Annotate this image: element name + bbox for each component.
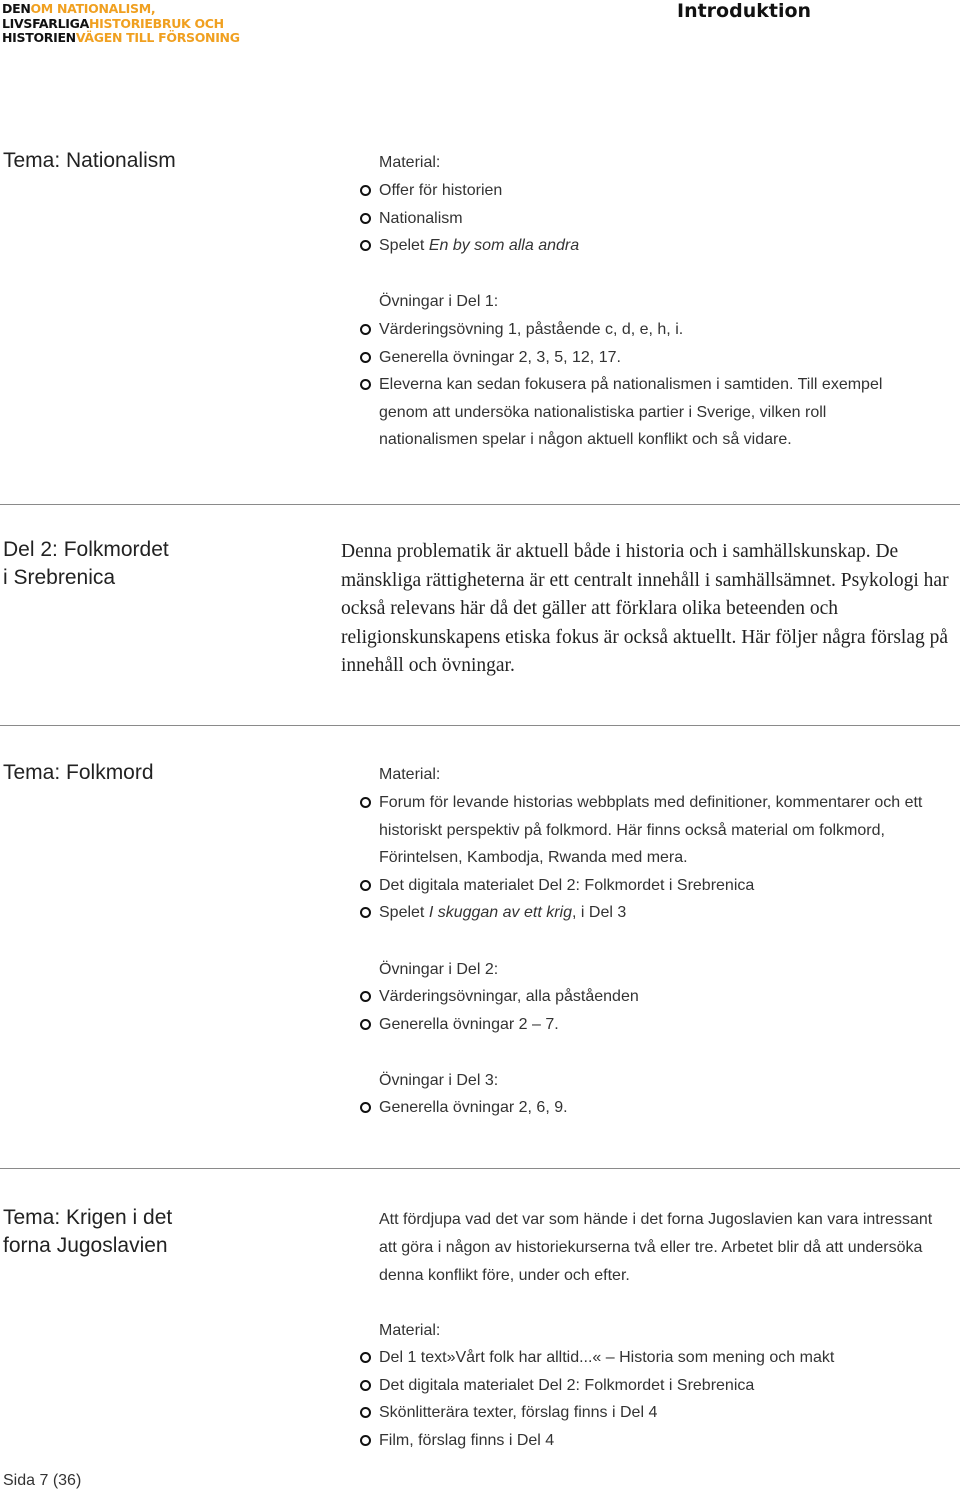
del2-heading: Del 2: Folkmordet i Srebrenica (3, 538, 169, 589)
list-item: Skönlitterära texter, förslag finns i Del 4 (360, 1399, 940, 1427)
publication-logo (2, 2, 240, 46)
krigen-intro: Att fördjupa vad det var som hände i det forna Jugoslavien kan vara intressant att göra i någon av historiekurserna två eller tre. Arbetet blir då att undersöka denna konflikt före, under och efter. (379, 1211, 933, 1284)
page-number: Sida 7 (36) (3, 1472, 82, 1489)
bullet-icon (360, 240, 371, 251)
bullet-icon (360, 880, 371, 891)
folkmord-heading: Tema: Folkmord (3, 761, 154, 784)
bullet-icon (360, 185, 371, 196)
krigen-heading: Tema: Krigen i det forna Jugoslavien (3, 1206, 173, 1257)
bullet-icon (360, 1019, 371, 1030)
folkmord-material-list (360, 789, 940, 927)
list-item: Det digitala materialet Del 2: Folkmordet i Srebrenica (360, 872, 940, 900)
bullet-icon (360, 1102, 371, 1113)
folkmord-ovningar3-list (360, 1094, 940, 1122)
krigen-material-label: Material: (379, 1322, 441, 1339)
section-divider (0, 725, 960, 726)
bullet-icon (360, 1407, 371, 1418)
nationalism-heading: Tema: Nationalism (3, 149, 176, 172)
page-title: Introduktion (677, 0, 812, 22)
logo-line-1: DENOM NATIONALISM, (2, 1, 156, 16)
bullet-icon (360, 991, 371, 1002)
folkmord-ovningar2-label: Övningar i Del 2: (379, 961, 499, 978)
nationalism-material-label: Material: (379, 154, 441, 171)
bullet-icon (360, 324, 371, 335)
del2-body: Denna problematik är aktuell både i historia och i samhällskunskap. De mänskliga rättigheterna är ett centralt innehåll i samhällsämnet. Psykologi har också relevans här då det gäller att förklara olika beteenden och religionskunskapens etiska fokus är också aktuellt. Här följer några förslag på innehåll och övningar. (341, 541, 949, 676)
logo-line-2: LIVSFARLIGAHISTORIEBRUK OCH (2, 15, 224, 31)
list-item: Spelet I skuggan av ett krig, i Del 3 (360, 899, 940, 927)
nationalism-ovningar-list (360, 316, 940, 454)
list-item: Generella övningar 2 – 7. (360, 1011, 940, 1039)
bullet-icon (360, 1380, 371, 1391)
bullet-icon (360, 213, 371, 224)
list-item: Spelet En by som alla andra (360, 232, 940, 260)
logo-line-3: HISTORIENVÄGEN TILL FÖRSONING (2, 30, 240, 45)
section-divider (0, 504, 960, 505)
section-divider (0, 1168, 960, 1169)
bullet-icon (360, 1352, 371, 1363)
folkmord-ovningar3-label: Övningar i Del 3: (379, 1072, 499, 1089)
list-item: Värderingsövning 1, påstående c, d, e, h, i. (360, 316, 940, 344)
list-item: Nationalism (360, 205, 940, 233)
list-item: Värderingsövningar, alla påståenden (360, 983, 940, 1011)
krigen-material-list (360, 1344, 940, 1454)
list-item: Eleverna kan sedan fokusera på nationalismen i samtiden. Till exempel genom att undersöka nationalistiska partier i Sverige, vilken roll nationalismen spelar i någon aktuell konflikt och så vidare. (360, 371, 940, 454)
bullet-icon (360, 379, 371, 390)
nationalism-ovningar-label: Övningar i Del 1: (379, 293, 499, 310)
nationalism-material-list (360, 177, 940, 260)
folkmord-material-label: Material: (379, 766, 441, 783)
list-item: Forum för levande historias webbplats med definitioner, kommentarer och ett historiskt perspektiv på folkmord. Här finns också material om folkmord, Förintelsen, Kambodja, Rwanda med mera. (360, 789, 940, 872)
list-item: Film, förslag finns i Del 4 (360, 1427, 940, 1455)
list-item: Offer för historien (360, 177, 940, 205)
list-item: Generella övningar 2, 6, 9. (360, 1094, 940, 1122)
folkmord-ovningar2-list (360, 983, 940, 1038)
list-item: Det digitala materialet Del 2: Folkmordet i Srebrenica (360, 1372, 940, 1400)
bullet-icon (360, 352, 371, 363)
bullet-icon (360, 797, 371, 808)
bullet-icon (360, 1435, 371, 1446)
bullet-icon (360, 907, 371, 918)
list-item: Generella övningar 2, 3, 5, 12, 17. (360, 344, 940, 372)
list-item: Del 1 text»Vårt folk har alltid...« – Historia som mening och makt (360, 1344, 940, 1372)
